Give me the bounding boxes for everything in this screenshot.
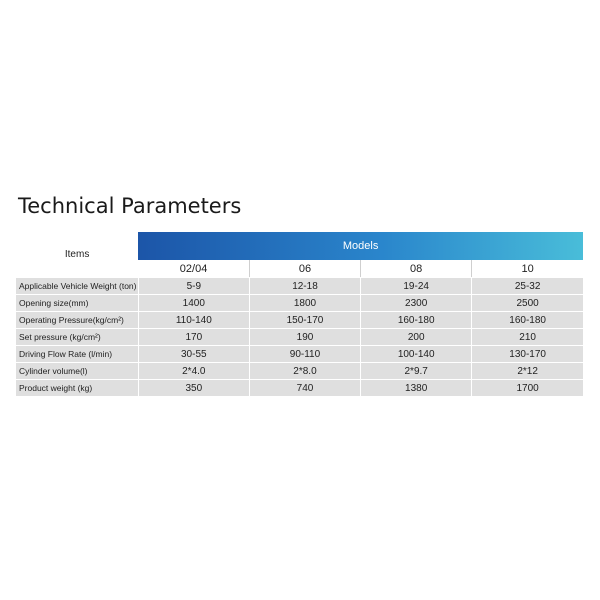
table-cell: 2*9.7 bbox=[361, 363, 472, 380]
table-cell: 2500 bbox=[472, 295, 583, 312]
technical-parameters-table bbox=[16, 232, 583, 397]
table-cell: 1800 bbox=[249, 295, 360, 312]
table-row bbox=[16, 295, 583, 312]
page-title: Technical Parameters bbox=[18, 194, 242, 218]
table-cell: 1400 bbox=[138, 295, 249, 312]
table-row bbox=[16, 380, 583, 397]
table-cell: 130-170 bbox=[472, 346, 583, 363]
table-row bbox=[16, 346, 583, 363]
row-label: Operating Pressure(kg/cm²) bbox=[16, 312, 138, 329]
table-cell: 110-140 bbox=[138, 312, 249, 329]
table-cell: 90-110 bbox=[249, 346, 360, 363]
row-label: Set pressure (kg/cm²) bbox=[16, 329, 138, 346]
table-cell: 12-18 bbox=[249, 278, 360, 295]
table-cell: 200 bbox=[361, 329, 472, 346]
table-cell: 100-140 bbox=[361, 346, 472, 363]
table-cell: 1700 bbox=[472, 380, 583, 397]
model-header-10: 10 bbox=[472, 260, 583, 277]
model-header-08: 08 bbox=[361, 260, 472, 277]
models-header: Models bbox=[138, 232, 583, 260]
row-label: Driving Flow Rate (l/min) bbox=[16, 346, 138, 363]
table-cell: 210 bbox=[472, 329, 583, 346]
table-cell: 2*12 bbox=[472, 363, 583, 380]
table-row bbox=[16, 278, 583, 295]
model-header-02-04: 02/04 bbox=[138, 260, 249, 277]
items-header: Items bbox=[64, 249, 90, 260]
table-cell: 150-170 bbox=[249, 312, 360, 329]
table-cell: 170 bbox=[138, 329, 249, 346]
table-cell: 190 bbox=[249, 329, 360, 346]
table-cell: 1380 bbox=[361, 380, 472, 397]
table-cell: 5-9 bbox=[138, 278, 249, 295]
table-cell: 2300 bbox=[361, 295, 472, 312]
table-cell: 19-24 bbox=[361, 278, 472, 295]
model-header-06: 06 bbox=[249, 260, 360, 277]
table-cell: 160-180 bbox=[472, 312, 583, 329]
row-label: Applicable Vehicle Weight (ton) bbox=[16, 278, 138, 295]
table-cell: 740 bbox=[249, 380, 360, 397]
row-label: Cylinder volume(l) bbox=[16, 363, 138, 380]
table-row bbox=[16, 363, 583, 380]
table-cell: 2*4.0 bbox=[138, 363, 249, 380]
table-row bbox=[16, 329, 583, 346]
table-cell: 160-180 bbox=[361, 312, 472, 329]
table-cell: 30-55 bbox=[138, 346, 249, 363]
row-label: Opening size(mm) bbox=[16, 295, 138, 312]
row-label: Product weight (kg) bbox=[16, 380, 138, 397]
table-cell: 25-32 bbox=[472, 278, 583, 295]
table-cell: 350 bbox=[138, 380, 249, 397]
table-row bbox=[16, 312, 583, 329]
table-cell: 2*8.0 bbox=[249, 363, 360, 380]
